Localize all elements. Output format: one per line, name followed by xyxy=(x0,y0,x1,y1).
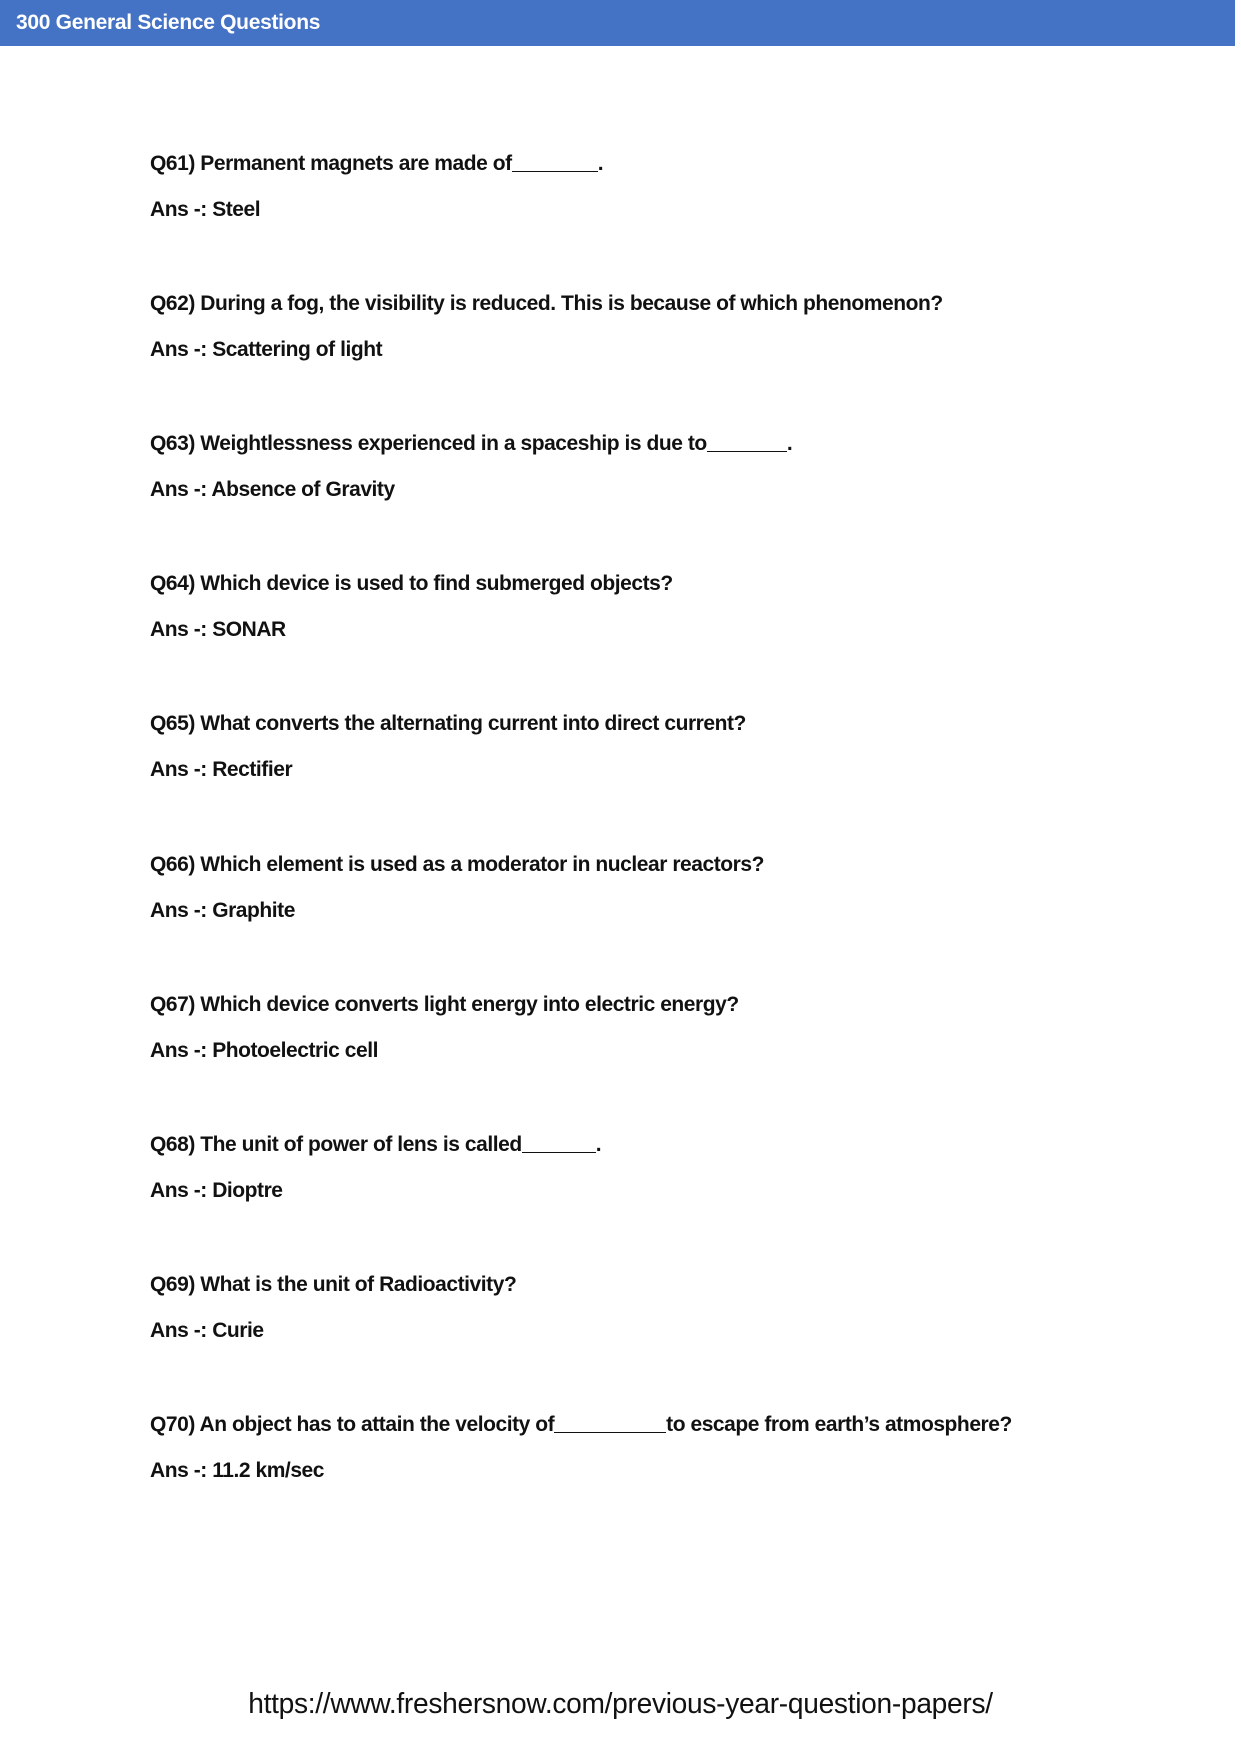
fill-in-blank xyxy=(554,1414,666,1433)
question-text: Q62) During a fog, the visibility is reduced. This is because of which phenomenon? xyxy=(150,292,943,315)
footer-url-link[interactable]: https://www.freshersnow.com/previous-year-question-papers/ xyxy=(248,1688,993,1720)
fill-in-blank xyxy=(707,433,787,452)
question-text: Q63) Weightlessness experienced in a spaceship is due to . xyxy=(150,432,793,455)
question-text: Q68) The unit of power of lens is called . xyxy=(150,1133,602,1156)
header-bar xyxy=(0,0,1235,46)
answer-text: Ans -: Steel xyxy=(150,198,261,221)
answer-text: Ans -: Curie xyxy=(150,1319,264,1342)
question-text: Q66) Which element is used as a moderator in nuclear reactors? xyxy=(150,853,764,876)
answer-text: Ans -: Dioptre xyxy=(150,1179,283,1202)
question-text: Q70) An object has to attain the velocity of to escape from earth’s atmosphere? xyxy=(150,1413,1012,1436)
question-text: Q61) Permanent magnets are made of . xyxy=(150,152,604,175)
answer-text: Ans -: Graphite xyxy=(150,899,295,922)
document-title: 300 General Science Questions xyxy=(16,11,321,34)
answer-text: Ans -: 11.2 km/sec xyxy=(150,1459,325,1482)
question-text: Q69) What is the unit of Radioactivity? xyxy=(150,1273,517,1296)
fill-in-blank xyxy=(512,153,598,172)
answer-text: Ans -: Rectifier xyxy=(150,758,293,781)
answer-text: Ans -: SONAR xyxy=(150,618,286,641)
answer-text: Ans -: Scattering of light xyxy=(150,338,383,361)
question-text: Q67) Which device converts light energy into electric energy? xyxy=(150,993,739,1016)
answer-text: Ans -: Absence of Gravity xyxy=(150,478,395,501)
question-text: Q65) What converts the alternating current into direct current? xyxy=(150,712,746,735)
answer-text: Ans -: Photoelectric cell xyxy=(150,1039,378,1062)
fill-in-blank xyxy=(522,1134,596,1153)
question-text: Q64) Which device is used to find submerged objects? xyxy=(150,572,673,595)
